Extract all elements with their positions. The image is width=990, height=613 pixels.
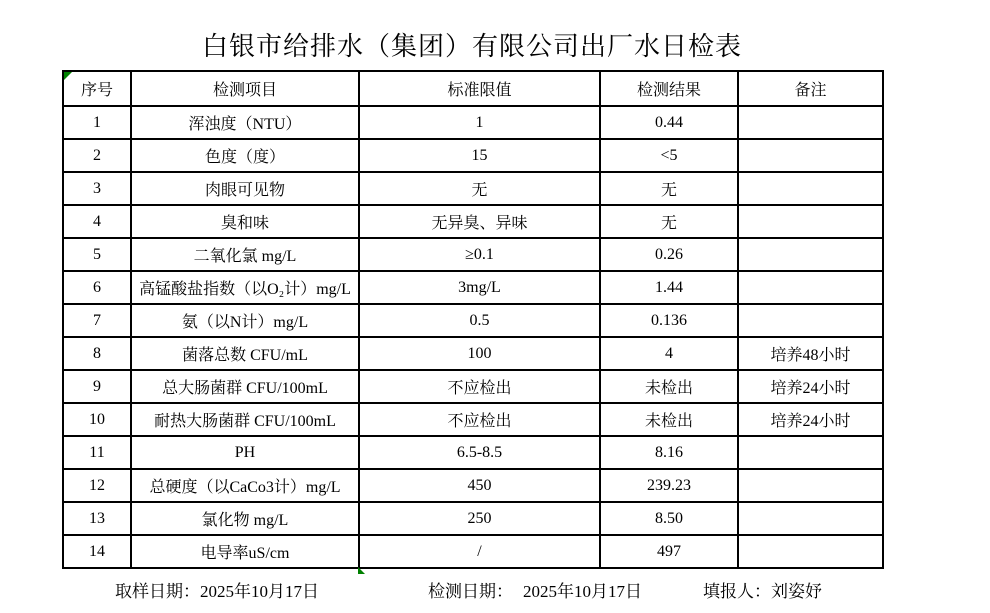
table-row (63, 172, 883, 205)
cell-result: 无 (600, 172, 738, 205)
cell-limit: 450 (359, 469, 600, 502)
cell-remark (738, 271, 883, 304)
reporter-label: 填报人： (703, 582, 771, 601)
cell-result: 497 (600, 535, 738, 568)
cell-no: 5 (63, 238, 131, 271)
cell-item: 二氧化氯 mg/L (131, 238, 359, 271)
sampling-date-label: 取样日期： (115, 582, 200, 601)
cell-limit: / (359, 535, 600, 568)
cell-result: 无 (600, 205, 738, 238)
cell-result: 0.136 (600, 304, 738, 337)
table-row (63, 139, 883, 172)
reporter (703, 577, 822, 602)
table-header-row (63, 71, 883, 106)
cell-limit: 1 (359, 106, 600, 139)
cell-no: 2 (63, 139, 131, 172)
cell-limit: 250 (359, 502, 600, 535)
cell-result: 0.44 (600, 106, 738, 139)
cell-item: 高锰酸盐指数（以O₂计）mg/L (131, 271, 359, 304)
cell-limit: 6.5-8.5 (359, 436, 600, 469)
table-row (63, 205, 883, 238)
cell-limit: 无异臭、异味 (359, 205, 600, 238)
cell-item: 浑浊度（NTU） (131, 106, 359, 139)
cell-remark: 培养48小时 (738, 337, 883, 370)
test-date (428, 577, 642, 602)
cell-remark: 培养24小时 (738, 370, 883, 403)
cell-no: 6 (63, 271, 131, 304)
cell-result: 4 (600, 337, 738, 370)
table-row (63, 238, 883, 271)
page-title: 白银市给排水（集团）有限公司出厂水日检表 (201, 32, 742, 61)
table-row (63, 469, 883, 502)
sampling-date (115, 577, 319, 602)
cell-remark (738, 436, 883, 469)
cell-item: 色度（度） (131, 139, 359, 172)
cell-limit: ≥0.1 (359, 238, 600, 271)
cell-result: 8.50 (600, 502, 738, 535)
cell-item: 电导率uS/cm (131, 535, 359, 568)
cell-no: 4 (63, 205, 131, 238)
cell-remark (738, 238, 883, 271)
cell-item: 菌落总数 CFU/mL (131, 337, 359, 370)
table-row (63, 370, 883, 403)
cell-no: 11 (63, 436, 131, 469)
cell-no: 1 (63, 106, 131, 139)
cell-limit: 无 (359, 172, 600, 205)
table-row (63, 535, 883, 568)
cell-remark: 培养24小时 (738, 403, 883, 436)
cell-remark (738, 502, 883, 535)
cell-no: 12 (63, 469, 131, 502)
table-row (63, 271, 883, 304)
cell-result: 0.26 (600, 238, 738, 271)
inspection-table (62, 70, 884, 569)
cell-item: 总硬度（以CaCo3计）mg/L (131, 469, 359, 502)
header-no: 序号 (63, 71, 131, 106)
header-remark: 备注 (738, 71, 883, 106)
cell-no: 14 (63, 535, 131, 568)
cell-result: 未检出 (600, 403, 738, 436)
cell-remark (738, 205, 883, 238)
table-row (63, 403, 883, 436)
test-date-value: 2025年10月17日 (523, 582, 642, 601)
cell-remark (738, 172, 883, 205)
cell-item: 总大肠菌群 CFU/100mL (131, 370, 359, 403)
cell-result: <5 (600, 139, 738, 172)
cell-limit: 15 (359, 139, 600, 172)
cell-remark (738, 304, 883, 337)
cell-result: 未检出 (600, 370, 738, 403)
test-date-label: 检测日期： (428, 582, 513, 601)
cell-remark (738, 139, 883, 172)
cell-limit: 不应检出 (359, 370, 600, 403)
sampling-date-value: 2025年10月17日 (200, 582, 319, 601)
cell-no: 10 (63, 403, 131, 436)
cell-item: 臭和味 (131, 205, 359, 238)
table-row (63, 436, 883, 469)
cell-remark (738, 469, 883, 502)
table-row (63, 106, 883, 139)
cell-item: 耐热大肠菌群 CFU/100mL (131, 403, 359, 436)
cell-item: PH (131, 436, 359, 469)
cell-item: 氯化物 mg/L (131, 502, 359, 535)
header-limit: 标准限值 (359, 71, 600, 106)
cell-no: 7 (63, 304, 131, 337)
header-result: 检测结果 (600, 71, 738, 106)
table-row (63, 337, 883, 370)
cell-result: 1.44 (600, 271, 738, 304)
cell-result: 8.16 (600, 436, 738, 469)
cell-remark (738, 535, 883, 568)
cell-result: 239.23 (600, 469, 738, 502)
cell-no: 9 (63, 370, 131, 403)
reporter-name: 刘姿妤 (771, 582, 822, 601)
table-row (63, 304, 883, 337)
cell-item: 氨（以N计）mg/L (131, 304, 359, 337)
header-item: 检测项目 (131, 71, 359, 106)
cell-no: 13 (63, 502, 131, 535)
cell-no: 3 (63, 172, 131, 205)
cell-limit: 3mg/L (359, 271, 600, 304)
cell-limit: 100 (359, 337, 600, 370)
table-row (63, 502, 883, 535)
cell-limit: 不应检出 (359, 403, 600, 436)
cell-limit: 0.5 (359, 304, 600, 337)
cell-no: 8 (63, 337, 131, 370)
cell-remark (738, 106, 883, 139)
cell-item: 肉眼可见物 (131, 172, 359, 205)
